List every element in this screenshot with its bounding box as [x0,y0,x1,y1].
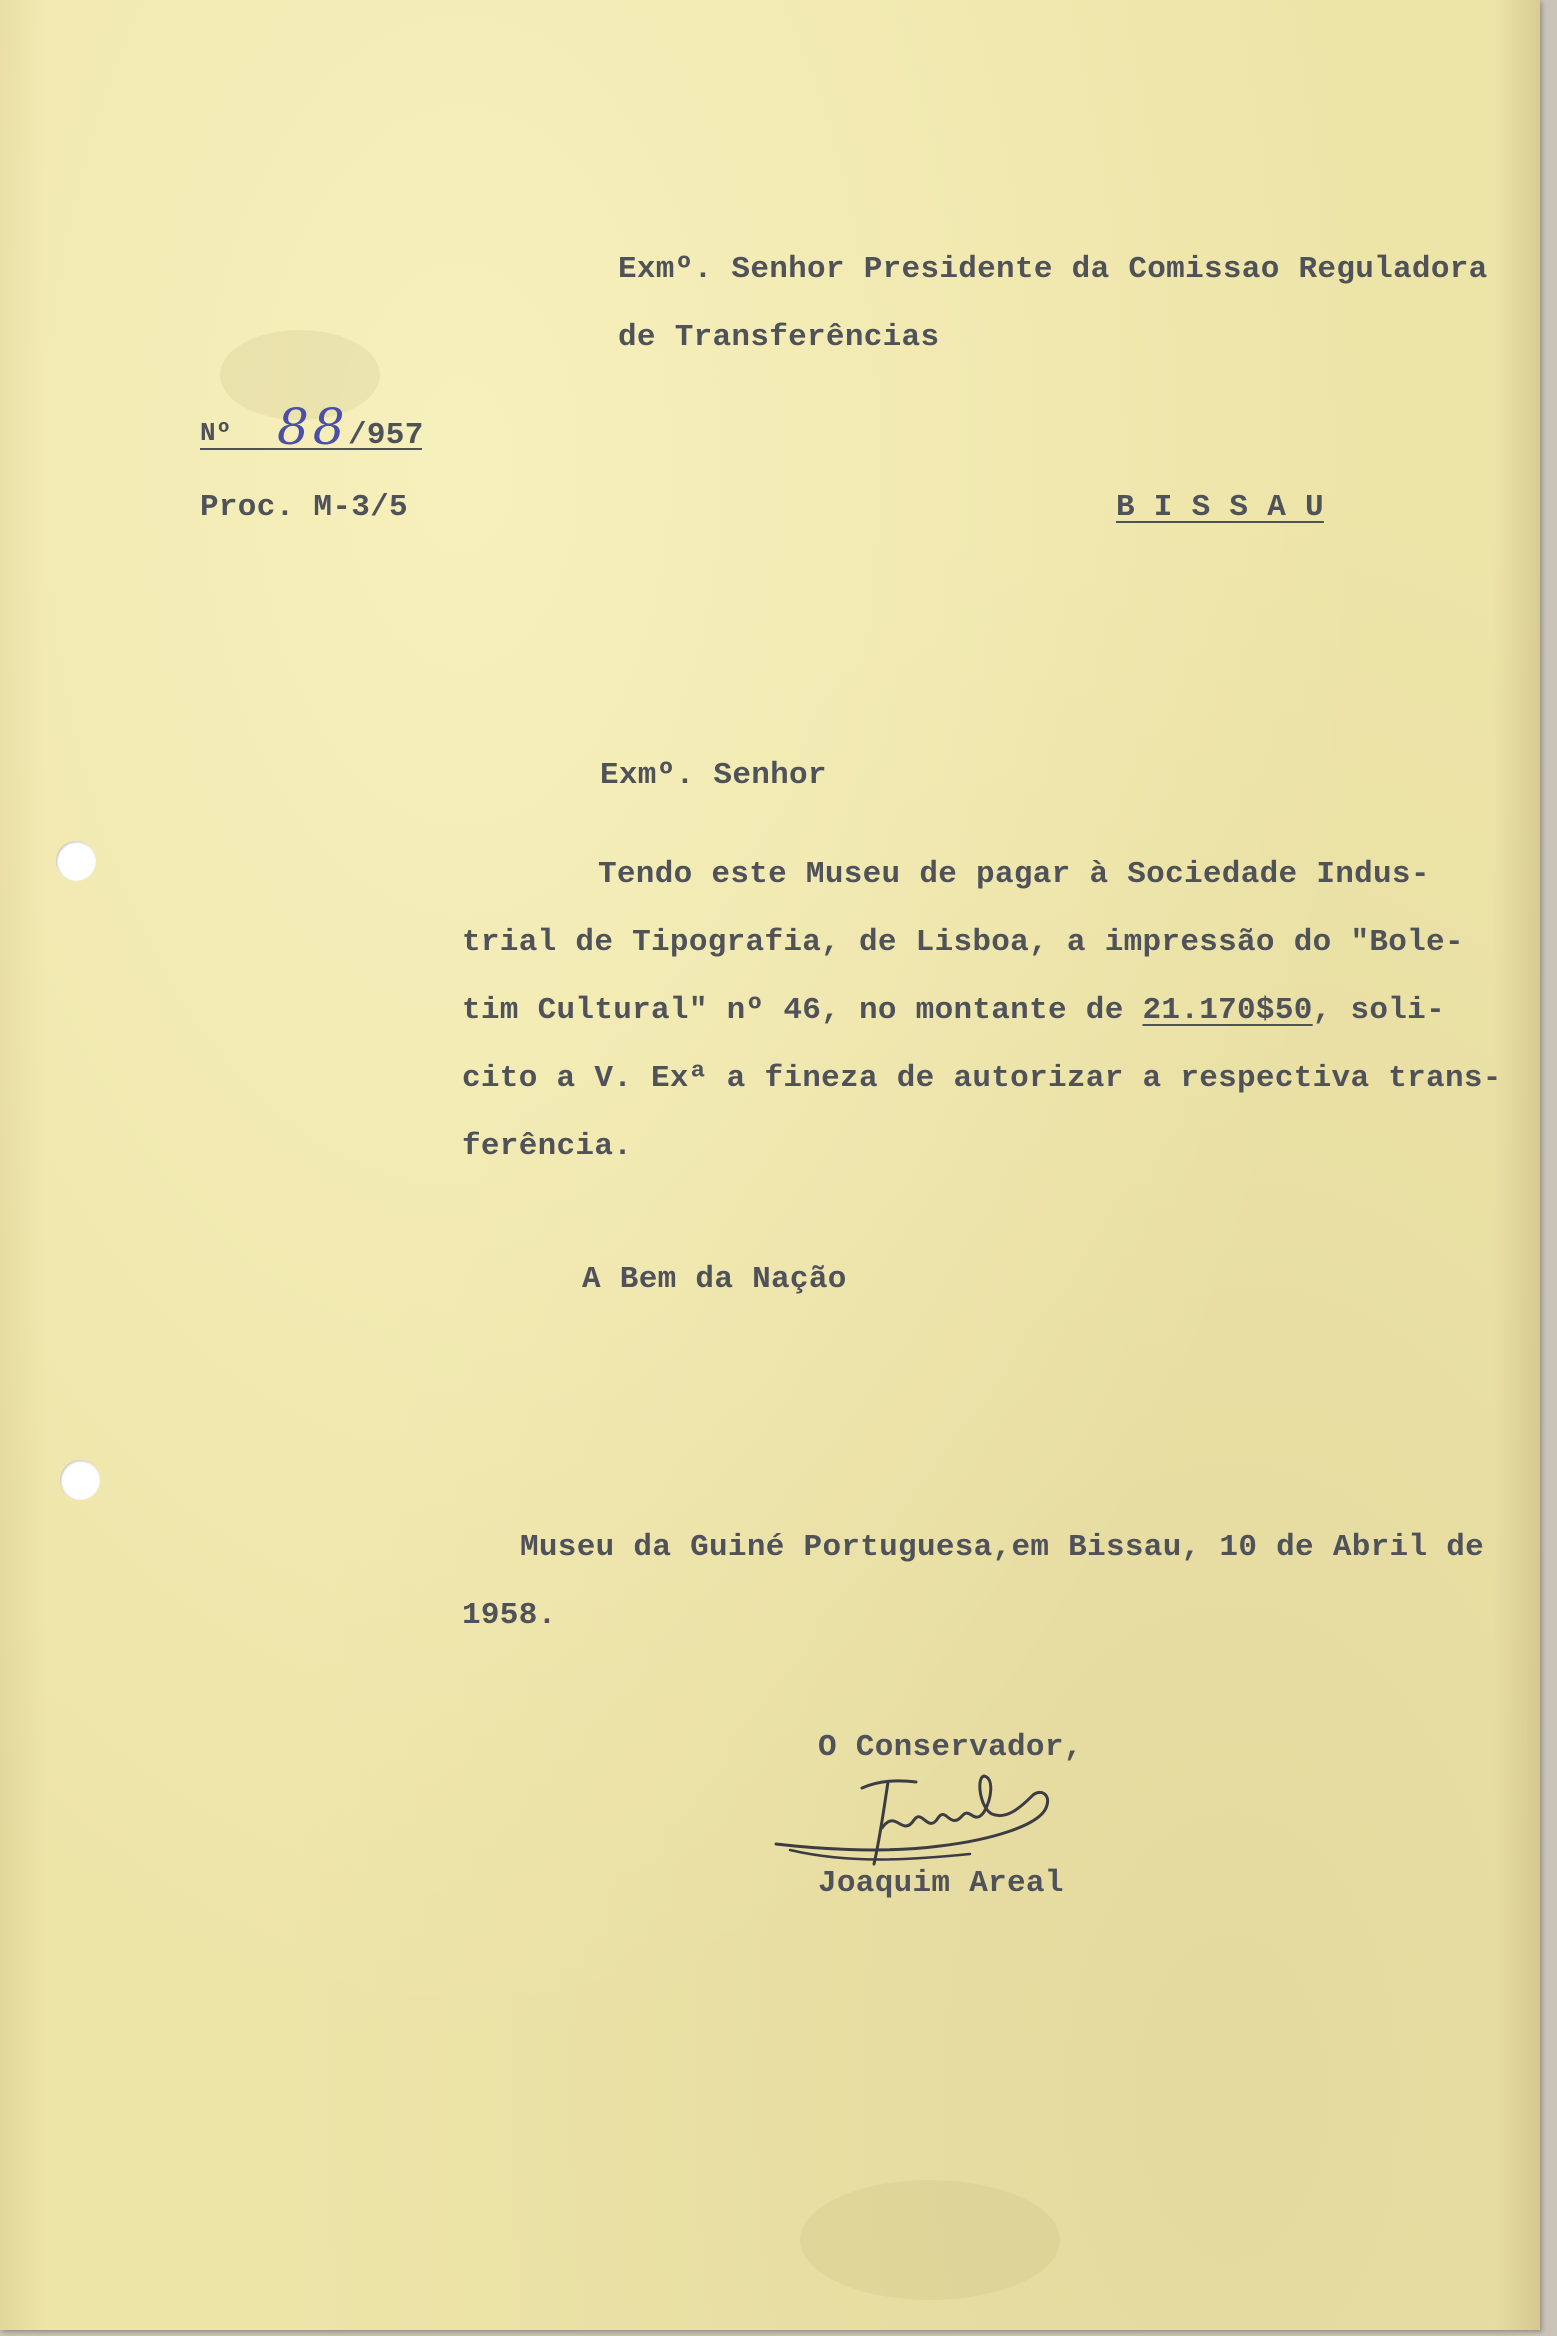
signatory-title: O Conservador, [818,1730,1083,1765]
amount: 21.170$50 [1142,993,1313,1028]
handwritten-signature [770,1768,1100,1878]
place-date-line-2: 1958. [462,1598,557,1633]
reference-number-handwritten: 88 [277,398,349,456]
signatory-name: Joaquim Areal [818,1866,1064,1901]
process-number: Proc. M-3/5 [200,490,408,525]
punch-hole-top [56,841,96,881]
body-line-5: ferência. [462,1129,633,1164]
salutation: Exmº. Senhor [600,758,827,793]
body-line-1: Tendo este Museu de pagar à Sociedade Indus- [598,857,1430,892]
punch-hole-bottom [60,1460,100,1500]
closing-formula: A Bem da Nação [582,1262,847,1297]
place-date-line-1: Museu da Guiné Portuguesa,em Bissau, 10 de Abril de [520,1530,1485,1565]
addressee-line-1: Exmº. Senhor Presidente da Comissao Reguladora [618,252,1488,287]
body-line-3-text: tim Cultural" nº 46, no montante de [462,993,1143,1028]
paper-stain [800,2180,1060,2300]
addressee-line-2: de Transferências [618,320,940,355]
body-line-3-end: , soli- [1312,993,1445,1028]
reference-label: Nº [200,418,232,448]
city-heading: B I S S A U [1116,490,1324,525]
reference-year: /957 [348,418,424,453]
reference-underline [200,448,422,450]
body-line-2: trial de Tipografia, de Lisboa, a impressão do "Bole- [462,925,1464,960]
body-line-4: cito a V. Exª a fineza de autorizar a respectiva trans- [462,1061,1502,1096]
body-line-3 [462,993,1445,1028]
